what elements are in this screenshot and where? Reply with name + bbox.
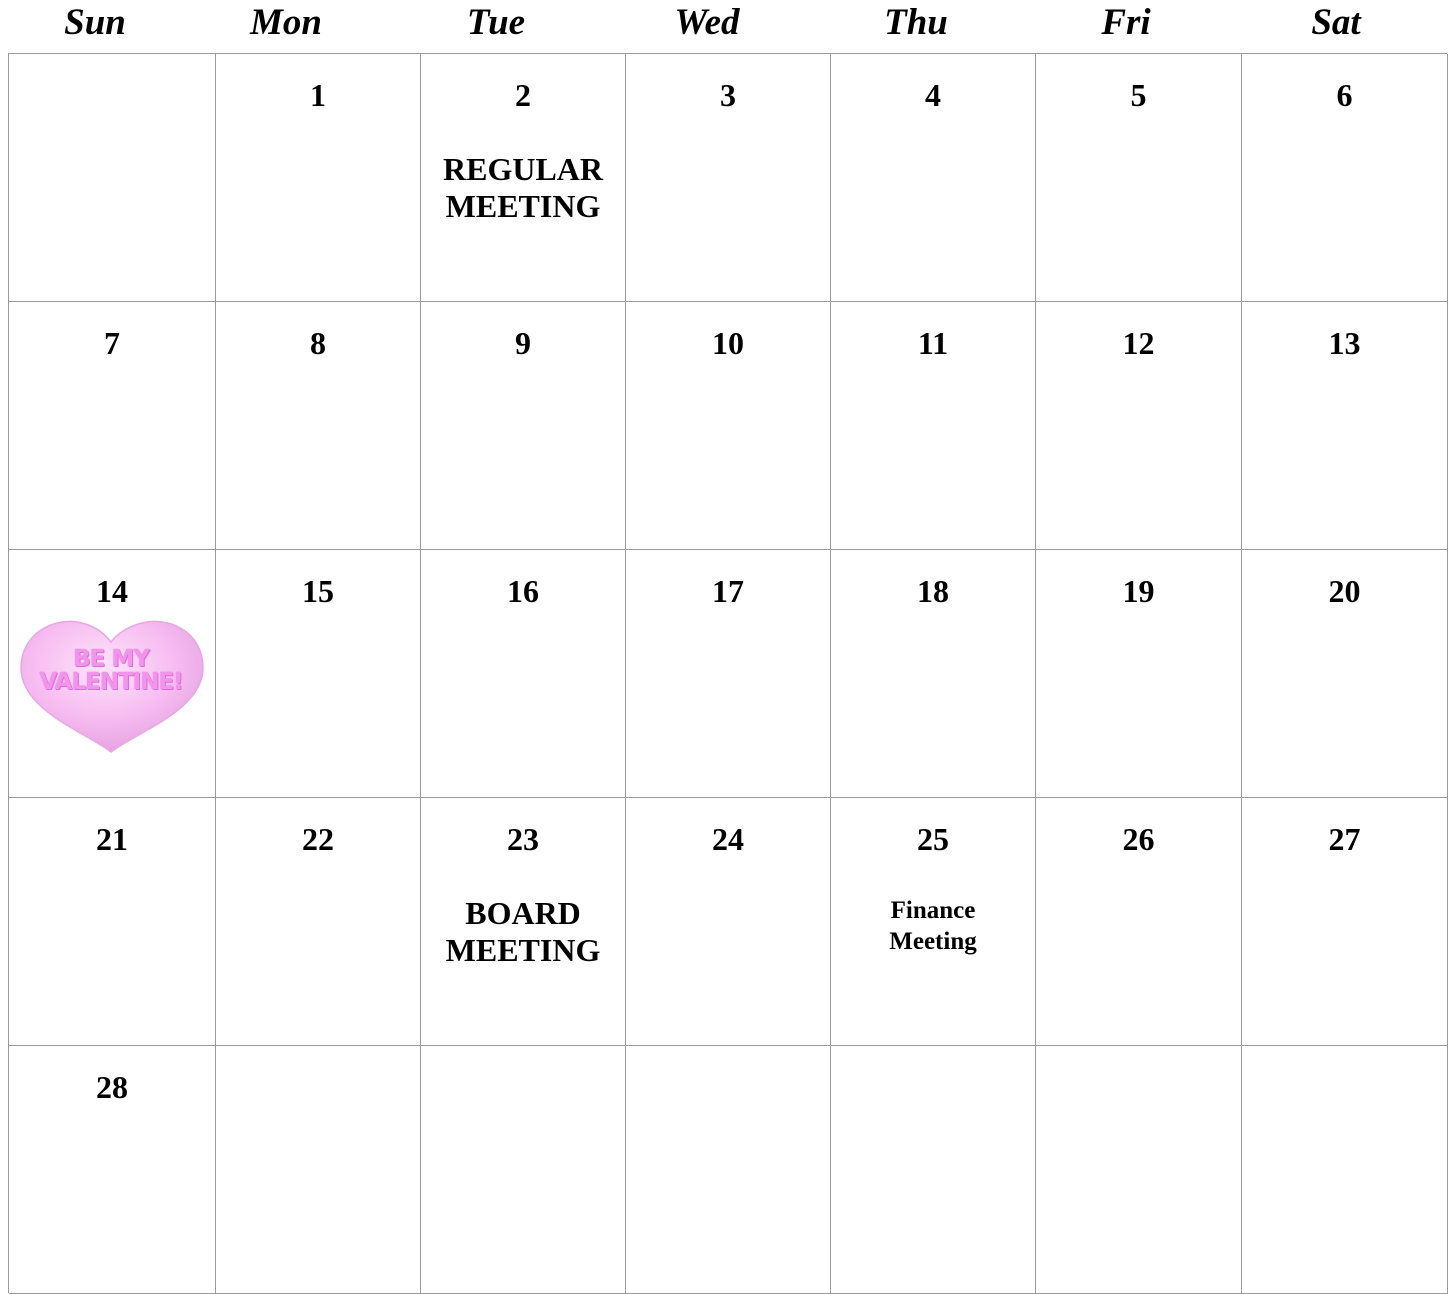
day-cell[interactable] <box>1242 550 1448 798</box>
date-number: 2 <box>515 77 531 113</box>
weekday-tue: Tue <box>466 2 526 43</box>
event-label: Finance Meeting <box>889 897 977 955</box>
date-number: 18 <box>917 573 949 609</box>
date-number: 28 <box>96 1069 128 1105</box>
weekday-sat: Sat <box>1311 2 1361 43</box>
event-label: BOARD MEETING <box>445 895 601 968</box>
date-number: 21 <box>96 821 128 857</box>
day-cell[interactable] <box>626 798 831 1046</box>
weekday-mon: Mon <box>250 2 322 43</box>
date-number: 7 <box>104 325 120 361</box>
day-cell[interactable] <box>216 550 421 798</box>
day-cell[interactable] <box>216 302 421 550</box>
day-cell[interactable] <box>421 54 626 302</box>
day-cell[interactable] <box>216 1046 421 1294</box>
day-cell[interactable] <box>831 1046 1036 1294</box>
date-number: 22 <box>302 821 334 857</box>
weekday-thu: Thu <box>884 2 948 43</box>
weekday-wed: Wed <box>674 2 740 43</box>
date-number: 15 <box>302 573 334 609</box>
date-number: 25 <box>917 821 949 857</box>
month-calendar-grid <box>8 53 1447 1293</box>
weekday-sun: Sun <box>64 2 126 43</box>
day-cell[interactable] <box>9 302 216 550</box>
day-cell[interactable] <box>216 54 421 302</box>
valentine-heart-icon <box>15 614 207 764</box>
day-cell[interactable] <box>1036 1046 1242 1294</box>
date-number: 16 <box>507 573 539 609</box>
date-number: 24 <box>712 821 744 857</box>
day-cell[interactable] <box>1242 302 1448 550</box>
date-number: 14 <box>96 573 128 609</box>
day-cell[interactable] <box>9 1046 216 1294</box>
day-cell[interactable] <box>421 1046 626 1294</box>
day-cell[interactable] <box>626 54 831 302</box>
weekday-header-row <box>0 0 1456 52</box>
day-cell[interactable] <box>626 302 831 550</box>
date-number: 6 <box>1336 77 1353 113</box>
date-number: 26 <box>1122 821 1155 857</box>
weekday-fri: Fri <box>1101 2 1151 43</box>
date-number: 1 <box>310 77 326 113</box>
day-cell[interactable] <box>9 550 216 798</box>
date-number: 17 <box>712 573 744 609</box>
date-number: 19 <box>1122 573 1155 609</box>
heart-message: BE MY VALENTINE! <box>39 646 183 695</box>
day-cell[interactable] <box>1036 302 1242 550</box>
day-cell[interactable] <box>831 302 1036 550</box>
day-cell[interactable] <box>9 798 216 1046</box>
day-cell[interactable] <box>421 302 626 550</box>
day-cell[interactable] <box>216 798 421 1046</box>
date-number: 13 <box>1328 325 1361 361</box>
day-cell[interactable] <box>831 550 1036 798</box>
day-cell[interactable] <box>626 1046 831 1294</box>
date-number: 12 <box>1122 325 1155 361</box>
day-cell[interactable] <box>626 550 831 798</box>
date-number: 3 <box>720 77 736 113</box>
day-cell[interactable] <box>1036 54 1242 302</box>
day-cell[interactable] <box>1036 550 1242 798</box>
day-cell[interactable] <box>831 54 1036 302</box>
date-number: 5 <box>1130 77 1147 113</box>
date-number: 10 <box>712 325 744 361</box>
date-number: 4 <box>925 77 941 113</box>
date-number: 11 <box>917 325 949 361</box>
date-number: 27 <box>1328 821 1361 857</box>
day-cell[interactable] <box>421 798 626 1046</box>
day-cell[interactable] <box>421 550 626 798</box>
day-cell[interactable] <box>1242 54 1448 302</box>
day-cell[interactable] <box>9 54 216 302</box>
event-label: REGULAR MEETING <box>442 151 603 224</box>
day-cell[interactable] <box>1036 798 1242 1046</box>
date-number: 20 <box>1328 573 1361 609</box>
day-cell[interactable] <box>1242 798 1448 1046</box>
day-cell[interactable] <box>1242 1046 1448 1294</box>
date-number: 8 <box>310 325 326 361</box>
date-number: 23 <box>507 821 539 857</box>
day-cell[interactable] <box>831 798 1036 1046</box>
date-number: 9 <box>515 325 531 361</box>
